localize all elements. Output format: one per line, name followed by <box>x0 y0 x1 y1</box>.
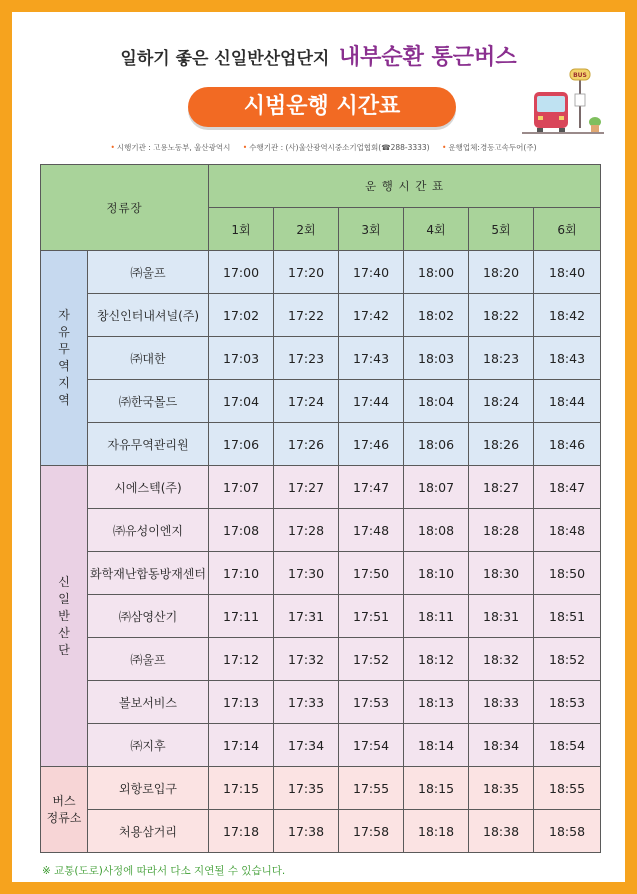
departure-time: 18:32 <box>469 638 534 681</box>
departure-time: 17:12 <box>209 638 274 681</box>
info-item: 운행업체:경동고속두어(주) <box>448 143 537 152</box>
departure-time: 17:13 <box>209 681 274 724</box>
footnote: ※ 교통(도로)사정에 따라서 다소 지연될 수 있습니다. <box>42 865 286 877</box>
departure-time: 18:00 <box>404 251 469 294</box>
table-row <box>41 337 601 380</box>
departure-time: 17:40 <box>339 251 404 294</box>
header-run-1: 1회 <box>209 208 274 251</box>
departure-time: 17:07 <box>209 466 274 509</box>
departure-time: 17:02 <box>209 294 274 337</box>
title-prefix: 일하기 좋은 신일반산업단지 <box>120 49 330 69</box>
departure-time: 18:52 <box>534 638 601 681</box>
departure-time: 17:54 <box>339 724 404 767</box>
departure-time: 18:51 <box>534 595 601 638</box>
departure-time: 17:03 <box>209 337 274 380</box>
departure-time: 17:26 <box>274 423 339 466</box>
departure-time: 18:06 <box>404 423 469 466</box>
departure-time: 17:00 <box>209 251 274 294</box>
departure-time: 18:28 <box>469 509 534 552</box>
departure-time: 18:08 <box>404 509 469 552</box>
departure-time: 18:03 <box>404 337 469 380</box>
departure-time: 18:24 <box>469 380 534 423</box>
stop-name: 시에스텍(주) <box>88 466 209 509</box>
group-label-line: 정류소 <box>46 810 82 825</box>
stop-name: ㈜지후 <box>88 724 209 767</box>
departure-time: 17:31 <box>274 595 339 638</box>
departure-time: 18:58 <box>534 810 601 853</box>
departure-time: 18:07 <box>404 466 469 509</box>
timetable-body <box>41 251 601 853</box>
table-row <box>41 810 601 853</box>
departure-time: 18:55 <box>534 767 601 810</box>
header-run-4: 4회 <box>404 208 469 251</box>
departure-time: 17:23 <box>274 337 339 380</box>
group-label <box>41 466 88 767</box>
table-row <box>41 724 601 767</box>
stop-name: 외항로입구 <box>88 767 209 810</box>
departure-time: 18:14 <box>404 724 469 767</box>
stop-name: ㈜울프 <box>88 251 209 294</box>
timetable <box>40 164 601 853</box>
stop-name: 화학재난합동방재센터 <box>88 552 209 595</box>
departure-time: 18:30 <box>469 552 534 595</box>
stop-name: 처용삼거리 <box>88 810 209 853</box>
bullet-icon: • <box>442 143 447 152</box>
header-schedule: 운 행 시 간 표 <box>209 165 601 208</box>
departure-time: 18:38 <box>469 810 534 853</box>
departure-time: 17:47 <box>339 466 404 509</box>
departure-time: 18:26 <box>469 423 534 466</box>
departure-time: 18:20 <box>469 251 534 294</box>
departure-time: 17:27 <box>274 466 339 509</box>
departure-time: 17:06 <box>209 423 274 466</box>
bullet-icon: • <box>242 143 248 152</box>
departure-time: 18:40 <box>534 251 601 294</box>
departure-time: 18:27 <box>469 466 534 509</box>
departure-time: 18:46 <box>534 423 601 466</box>
departure-time: 17:48 <box>339 509 404 552</box>
stop-name: 볼보서비스 <box>88 681 209 724</box>
departure-time: 17:28 <box>274 509 339 552</box>
departure-time: 18:35 <box>469 767 534 810</box>
group-label-line: 버스 <box>52 793 76 808</box>
stop-name: ㈜대한 <box>88 337 209 380</box>
departure-time: 17:44 <box>339 380 404 423</box>
bullet-icon: • <box>110 143 115 152</box>
header-run-5: 5회 <box>469 208 534 251</box>
bus-sign-text: BUS <box>573 72 587 79</box>
bus-stop-illustration-icon <box>522 66 604 136</box>
table-row <box>41 423 601 466</box>
departure-time: 18:10 <box>404 552 469 595</box>
stop-name: ㈜한국몰드 <box>88 380 209 423</box>
departure-time: 18:23 <box>469 337 534 380</box>
departure-time: 18:31 <box>469 595 534 638</box>
departure-time: 18:50 <box>534 552 601 595</box>
timetable-sheet <box>12 12 625 882</box>
departure-time: 18:44 <box>534 380 601 423</box>
departure-time: 18:15 <box>404 767 469 810</box>
departure-time: 17:11 <box>209 595 274 638</box>
departure-time: 17:14 <box>209 724 274 767</box>
table-row <box>41 767 601 810</box>
departure-time: 17:53 <box>339 681 404 724</box>
departure-time: 18:53 <box>534 681 601 724</box>
stop-name: 창신인터내셔널(주) <box>88 294 209 337</box>
departure-time: 18:13 <box>404 681 469 724</box>
departure-time: 17:46 <box>339 423 404 466</box>
info-line <box>12 142 625 153</box>
header-stop: 정류장 <box>41 165 209 251</box>
departure-time: 18:18 <box>404 810 469 853</box>
departure-time: 17:43 <box>339 337 404 380</box>
departure-time: 18:48 <box>534 509 601 552</box>
departure-time: 17:50 <box>339 552 404 595</box>
departure-time: 18:33 <box>469 681 534 724</box>
departure-time: 17:35 <box>274 767 339 810</box>
title-main: 내부순환 통근버스 <box>338 45 517 70</box>
departure-time: 17:55 <box>339 767 404 810</box>
departure-time: 18:54 <box>534 724 601 767</box>
departure-time: 18:43 <box>534 337 601 380</box>
departure-time: 17:04 <box>209 380 274 423</box>
departure-time: 17:34 <box>274 724 339 767</box>
stop-name: ㈜유성이엔지 <box>88 509 209 552</box>
info-item: 수행기관 : (사)울산광역시중소기업협회(☎288-3333) <box>249 143 430 152</box>
departure-time: 17:08 <box>209 509 274 552</box>
group-label <box>41 767 88 853</box>
departure-time: 17:33 <box>274 681 339 724</box>
departure-time: 17:15 <box>209 767 274 810</box>
stop-name: ㈜울프 <box>88 638 209 681</box>
departure-time: 18:42 <box>534 294 601 337</box>
departure-time: 17:51 <box>339 595 404 638</box>
departure-time: 17:18 <box>209 810 274 853</box>
subtitle-pill: 시범운행 시간표 <box>188 87 456 127</box>
departure-time: 17:58 <box>339 810 404 853</box>
table-row <box>41 466 601 509</box>
group-label <box>41 251 88 466</box>
departure-time: 18:11 <box>404 595 469 638</box>
departure-time: 17:30 <box>274 552 339 595</box>
group-label-text: 자유무역지역 <box>58 308 70 407</box>
departure-time: 17:52 <box>339 638 404 681</box>
info-item: 시행기관 : 고용노동부, 울산광역시 <box>116 143 231 152</box>
departure-time: 17:22 <box>274 294 339 337</box>
departure-time: 18:47 <box>534 466 601 509</box>
group-label-text: 신일반산단 <box>58 574 70 657</box>
departure-time: 17:32 <box>274 638 339 681</box>
departure-time: 18:02 <box>404 294 469 337</box>
table-row <box>41 509 601 552</box>
table-row <box>41 251 601 294</box>
departure-time: 17:10 <box>209 552 274 595</box>
departure-time: 18:34 <box>469 724 534 767</box>
departure-time: 17:38 <box>274 810 339 853</box>
departure-time: 18:22 <box>469 294 534 337</box>
table-row <box>41 595 601 638</box>
header-run-3: 3회 <box>339 208 404 251</box>
departure-time: 18:04 <box>404 380 469 423</box>
table-row <box>41 552 601 595</box>
departure-time: 17:24 <box>274 380 339 423</box>
departure-time: 17:20 <box>274 251 339 294</box>
stop-name: ㈜삼영산기 <box>88 595 209 638</box>
departure-time: 18:12 <box>404 638 469 681</box>
table-row <box>41 681 601 724</box>
header-run-6: 6회 <box>534 208 601 251</box>
table-row <box>41 294 601 337</box>
table-row <box>41 380 601 423</box>
table-row <box>41 638 601 681</box>
header-run-2: 2회 <box>274 208 339 251</box>
stop-name: 자유무역관리원 <box>88 423 209 466</box>
departure-time: 17:42 <box>339 294 404 337</box>
